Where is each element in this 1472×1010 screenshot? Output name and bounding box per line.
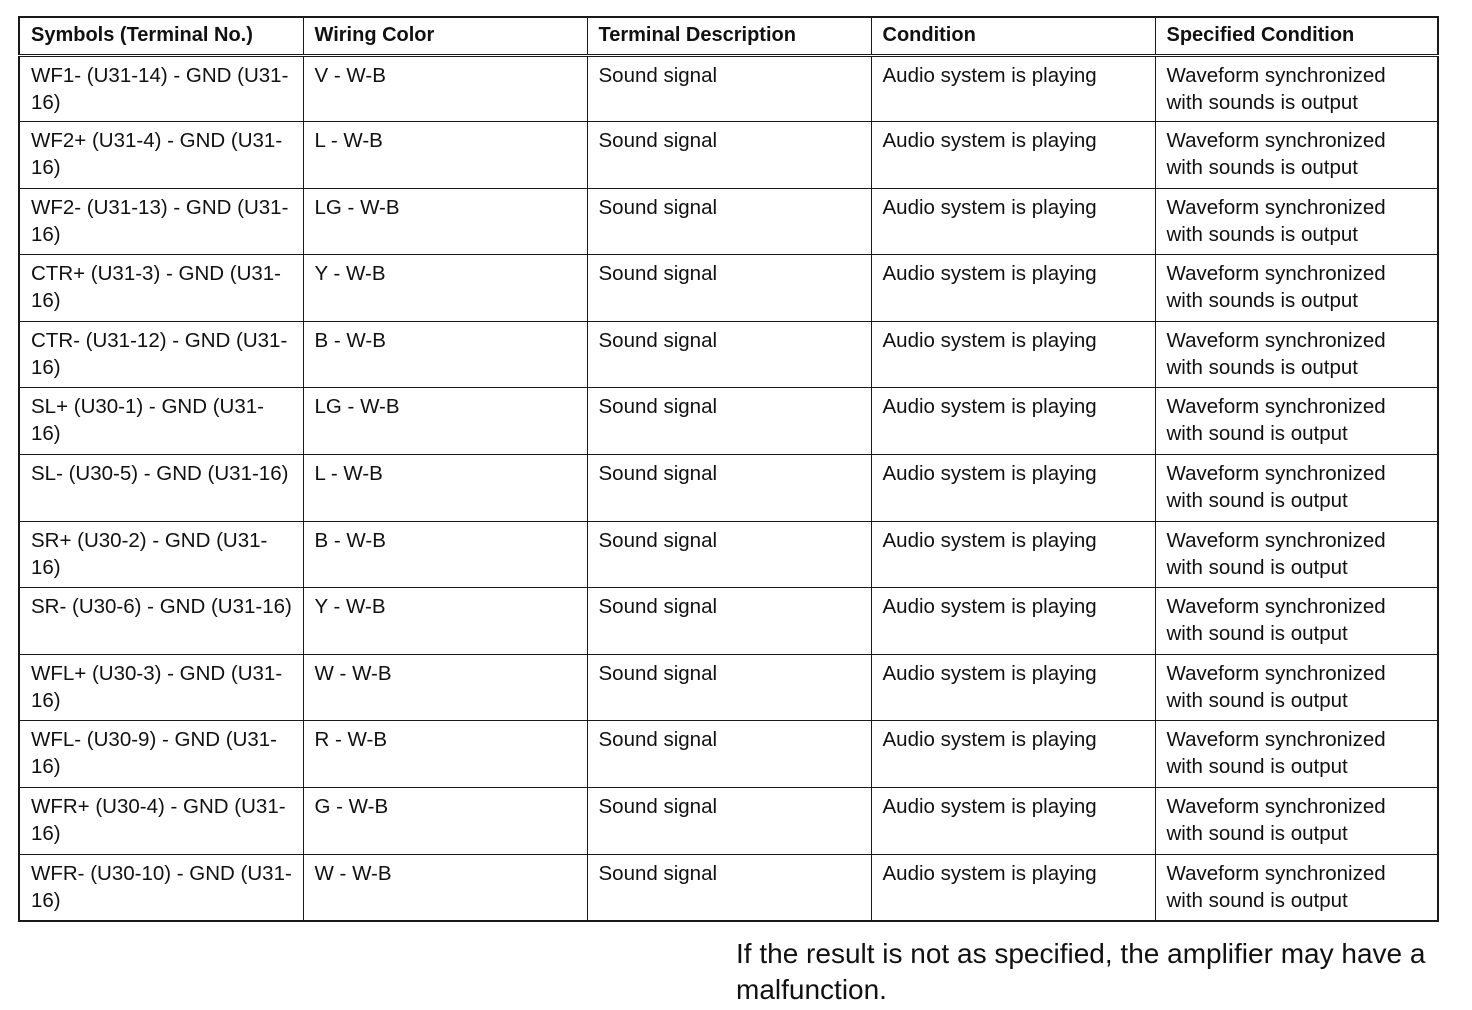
cell-condition: Audio system is playing <box>871 321 1155 388</box>
cell-condition: Audio system is playing <box>871 255 1155 322</box>
table-row <box>19 188 1438 255</box>
cell-wiring-color: LG - W-B <box>303 388 587 455</box>
cell-specified-condition: Waveform synchronized with sounds is output <box>1155 255 1438 322</box>
table-body <box>19 55 1438 921</box>
cell-symbol: CTR+ (U31-3) - GND (U31-16) <box>19 255 303 322</box>
terminal-spec-table <box>18 16 1439 922</box>
table-row <box>19 788 1438 855</box>
table-row <box>19 455 1438 522</box>
cell-condition: Audio system is playing <box>871 721 1155 788</box>
cell-terminal-description: Sound signal <box>587 654 871 721</box>
header-specified-condition: Specified Condition <box>1155 17 1438 55</box>
table-row <box>19 854 1438 921</box>
header-condition: Condition <box>871 17 1155 55</box>
cell-condition: Audio system is playing <box>871 788 1155 855</box>
table-row <box>19 588 1438 655</box>
cell-symbol: WF1- (U31-14) - GND (U31-16) <box>19 55 303 122</box>
cell-symbol: WFL- (U30-9) - GND (U31-16) <box>19 721 303 788</box>
cell-symbol: WF2+ (U31-4) - GND (U31-16) <box>19 122 303 189</box>
cell-specified-condition: Waveform synchronized with sound is output <box>1155 788 1438 855</box>
cell-wiring-color: W - W-B <box>303 854 587 921</box>
cell-symbol: CTR- (U31-12) - GND (U31-16) <box>19 321 303 388</box>
cell-terminal-description: Sound signal <box>587 122 871 189</box>
cell-condition: Audio system is playing <box>871 388 1155 455</box>
cell-symbol: SL- (U30-5) - GND (U31-16) <box>19 455 303 522</box>
cell-specified-condition: Waveform synchronized with sounds is output <box>1155 188 1438 255</box>
table-header <box>19 17 1438 55</box>
cell-wiring-color: Y - W-B <box>303 588 587 655</box>
malfunction-note: If the result is not as specified, the amplifier may have a malfunction. <box>736 938 1426 1005</box>
cell-wiring-color: L - W-B <box>303 455 587 522</box>
cell-specified-condition: Waveform synchronized with sound is output <box>1155 854 1438 921</box>
cell-wiring-color: V - W-B <box>303 55 587 122</box>
table-row <box>19 55 1438 122</box>
cell-symbol: WFR+ (U30-4) - GND (U31-16) <box>19 788 303 855</box>
cell-specified-condition: Waveform synchronized with sound is output <box>1155 455 1438 522</box>
cell-condition: Audio system is playing <box>871 55 1155 122</box>
table-row <box>19 321 1438 388</box>
cell-condition: Audio system is playing <box>871 455 1155 522</box>
header-terminal-description: Terminal Description <box>587 17 871 55</box>
cell-terminal-description: Sound signal <box>587 188 871 255</box>
cell-terminal-description: Sound signal <box>587 55 871 122</box>
cell-specified-condition: Waveform synchronized with sound is output <box>1155 388 1438 455</box>
cell-wiring-color: W - W-B <box>303 654 587 721</box>
cell-condition: Audio system is playing <box>871 588 1155 655</box>
cell-condition: Audio system is playing <box>871 654 1155 721</box>
table-row <box>19 721 1438 788</box>
table-row <box>19 122 1438 189</box>
cell-wiring-color: L - W-B <box>303 122 587 189</box>
cell-condition: Audio system is playing <box>871 122 1155 189</box>
table-row <box>19 255 1438 322</box>
cell-specified-condition: Waveform synchronized with sound is output <box>1155 654 1438 721</box>
table-row <box>19 388 1438 455</box>
cell-terminal-description: Sound signal <box>587 521 871 588</box>
cell-condition: Audio system is playing <box>871 188 1155 255</box>
cell-wiring-color: B - W-B <box>303 321 587 388</box>
cell-condition: Audio system is playing <box>871 854 1155 921</box>
cell-terminal-description: Sound signal <box>587 854 871 921</box>
cell-specified-condition: Waveform synchronized with sounds is output <box>1155 321 1438 388</box>
cell-symbol: WF2- (U31-13) - GND (U31-16) <box>19 188 303 255</box>
cell-symbol: WFR- (U30-10) - GND (U31-16) <box>19 854 303 921</box>
cell-terminal-description: Sound signal <box>587 788 871 855</box>
cell-terminal-description: Sound signal <box>587 388 871 455</box>
cell-terminal-description: Sound signal <box>587 455 871 522</box>
cell-terminal-description: Sound signal <box>587 588 871 655</box>
header-wiring-color: Wiring Color <box>303 17 587 55</box>
cell-specified-condition: Waveform synchronized with sound is output <box>1155 721 1438 788</box>
cell-terminal-description: Sound signal <box>587 321 871 388</box>
cell-wiring-color: G - W-B <box>303 788 587 855</box>
cell-wiring-color: LG - W-B <box>303 188 587 255</box>
cell-terminal-description: Sound signal <box>587 721 871 788</box>
cell-terminal-description: Sound signal <box>587 255 871 322</box>
cell-symbol: WFL+ (U30-3) - GND (U31-16) <box>19 654 303 721</box>
table-row <box>19 521 1438 588</box>
cell-specified-condition: Waveform synchronized with sounds is output <box>1155 122 1438 189</box>
header-row <box>19 17 1438 55</box>
cell-specified-condition: Waveform synchronized with sound is output <box>1155 588 1438 655</box>
cell-wiring-color: R - W-B <box>303 721 587 788</box>
cell-specified-condition: Waveform synchronized with sound is output <box>1155 521 1438 588</box>
cell-symbol: SL+ (U30-1) - GND (U31-16) <box>19 388 303 455</box>
cell-symbol: SR+ (U30-2) - GND (U31-16) <box>19 521 303 588</box>
cell-condition: Audio system is playing <box>871 521 1155 588</box>
cell-symbol: SR- (U30-6) - GND (U31-16) <box>19 588 303 655</box>
table-row <box>19 654 1438 721</box>
cell-wiring-color: B - W-B <box>303 521 587 588</box>
cell-wiring-color: Y - W-B <box>303 255 587 322</box>
header-symbols: Symbols (Terminal No.) <box>19 17 303 55</box>
cell-specified-condition: Waveform synchronized with sounds is output <box>1155 55 1438 122</box>
